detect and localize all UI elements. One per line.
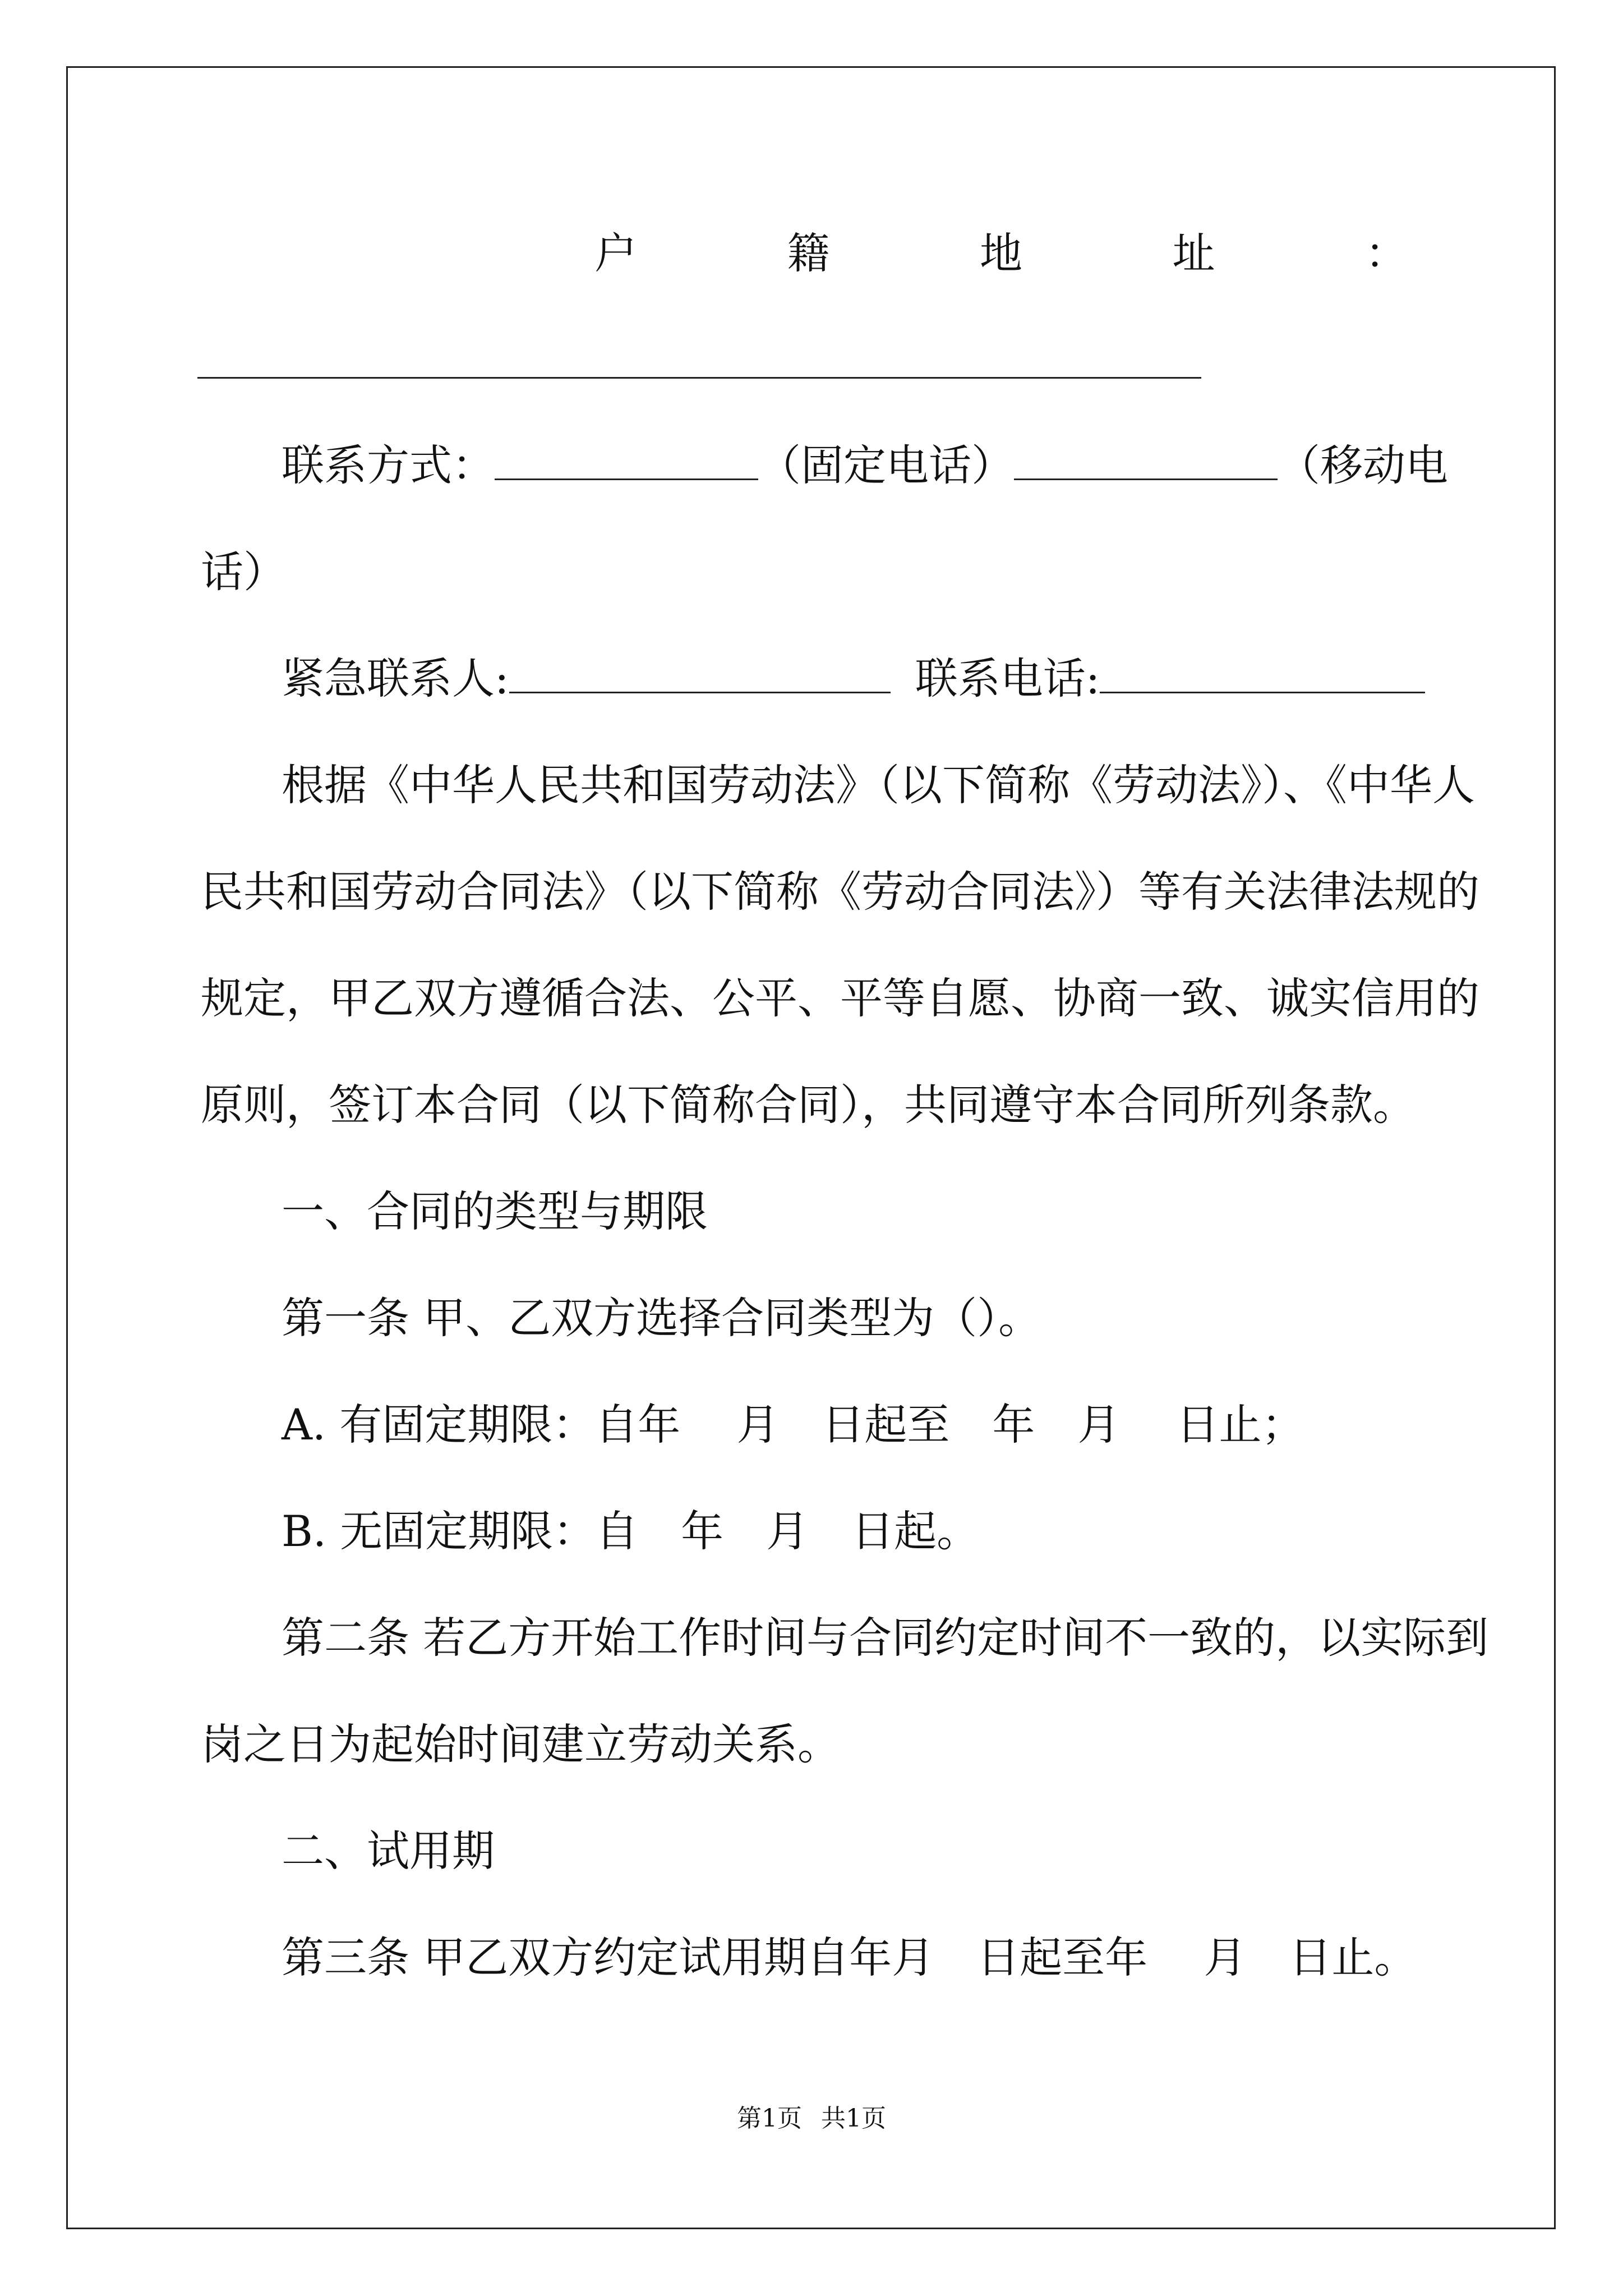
article-3: 第三条 甲乙双方约定试用期自年月 日起至年 月 日止。: [282, 1932, 1417, 1982]
emergency-name-blank: [509, 655, 891, 693]
emergency-phone-label: 联系电话:: [915, 654, 1100, 703]
contact-label: 联系方式：: [282, 440, 495, 490]
address-char: 址: [1172, 228, 1215, 278]
page-total: 共1页: [821, 2104, 886, 2133]
preamble-line: 民共和国劳动合同法》（以下简称《劳动合同法》）等有关法律法规的: [201, 867, 1479, 917]
preamble-line: 原则，签订本合同（以下简称合同），共同遵守本合同所列条款。: [201, 1080, 1415, 1130]
address-char: 户: [594, 228, 637, 278]
article-2-line: 岗之日为起始时间建立劳动关系。: [201, 1719, 840, 1769]
page-footer: [0, 2098, 1623, 2134]
page-number: 第1页: [737, 2104, 802, 2133]
household-address-line: [594, 226, 1408, 282]
article-2-line: 第二条 若乙方开始工作时间与合同约定时间不一致的，以实际到: [282, 1613, 1489, 1663]
emergency-phone-blank: [1100, 655, 1425, 693]
fixed-phone-label: （固定电话）: [758, 440, 1014, 490]
address-blank-line: [197, 377, 1201, 379]
address-char: 地: [980, 228, 1022, 278]
section-heading: 二、试用期: [282, 1826, 495, 1876]
option-b: B. 无固定期限：自 年 月 日起。: [282, 1506, 980, 1556]
fixed-phone-blank: [495, 441, 758, 480]
mobile-phone-label: （移动电: [1278, 440, 1448, 490]
contact-line: [282, 438, 1510, 494]
page-border: [66, 66, 1556, 2229]
article-1: 第一条 甲、乙双方选择合同类型为（）。: [282, 1293, 1041, 1343]
preamble-line: 规定，甲乙双方遵循合法、公平、平等自愿、协商一致、诚实信用的: [201, 973, 1479, 1023]
address-char: ：: [1365, 228, 1408, 278]
mobile-phone-blank: [1014, 441, 1278, 480]
section-heading: 一、合同的类型与期限: [282, 1186, 708, 1236]
option-a: A. 有固定期限：自年 月 日起至 年 月 日止；: [282, 1400, 1304, 1450]
preamble-line: 根据《中华人民共和国劳动法》（以下简称《劳动法》）、《中华人: [282, 760, 1475, 810]
emergency-line: [282, 651, 1510, 707]
address-char: 籍: [787, 228, 830, 278]
emergency-label: 紧急联系人:: [282, 654, 509, 703]
mobile-phone-label-cont: 话）: [201, 547, 286, 597]
contact-line-cont: [201, 544, 1429, 600]
